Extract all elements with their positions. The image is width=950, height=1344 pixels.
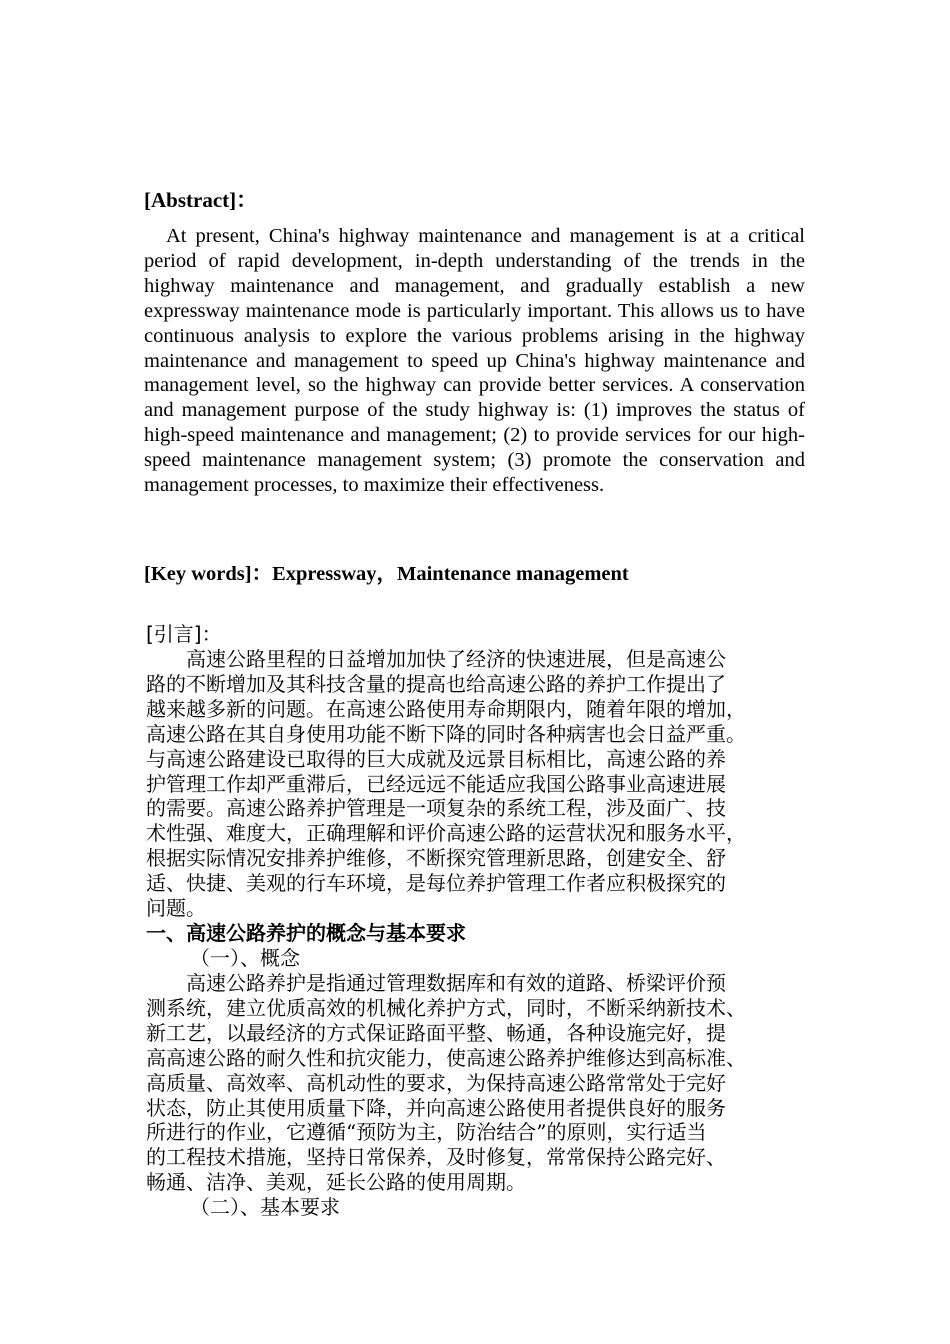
section-1-line: 高高速公路的耐久性和抗灾能力，使高速公路养护维修达到高标准、 — [146, 1045, 746, 1070]
introduction-line: 问题。 — [146, 896, 206, 921]
introduction-line: 根据实际情况安排养护维修，不断探究管理新思路，创建安全、舒 — [146, 846, 726, 871]
section-1-subheading-concept: （一）、概念 — [190, 946, 300, 970]
introduction-heading: [引言]： — [146, 622, 222, 646]
introduction-body — [146, 647, 746, 921]
section-1-line: 新工艺，以最经济的方式保证路面平整、畅通，各种设施完好，提 — [146, 1020, 726, 1045]
section-1-line: 状态，防止其使用质量下降，并向高速公路使用者提供良好的服务 — [146, 1095, 726, 1120]
introduction-line: 适、快捷、美观的行车环境，是每位养护管理工作者应积极探究的 — [146, 871, 726, 896]
introduction-line: 术性强、难度大，正确理解和评价高速公路的运营状况和服务水平， — [146, 821, 746, 846]
section-1-heading: 一、高速公路养护的概念与基本要求 — [146, 921, 466, 945]
section-1-line: 测系统，建立优质高效的机械化养护方式，同时，不断采纳新技术、 — [146, 995, 746, 1020]
abstract-body: At present, China's highway maintenance and management is at a critical period of rapid development, in-depth understanding of the trends in the highway maintenance and management, and gradually establish a new expressway maintenance mode is particularly important. This allows us to have continuous analysis to explore the various problems arising in the highway maintenance and management to speed up China's highway maintenance and management level, so the highway can provide better services. A conservation and management purpose of the study highway is: (1) improves the status of high-speed maintenance and management; (2) to provide services for our high-speed maintenance management system; (3) promote the conservation and management processes, to maximize their effectiveness. — [144, 225, 805, 497]
section-1-line: 高质量、高效率、高机动性的要求，为保持高速公路常常处于完好 — [146, 1070, 726, 1095]
section-1-line: 的工程技术措施，坚持日常保养，及时修复，常常保持公路完好、 — [146, 1145, 726, 1170]
abstract-heading: [Abstract]： — [144, 188, 258, 212]
keywords-line: [Key words]：Expressway，Maintenance management — [144, 563, 629, 585]
section-1-line: 所进行的作业，它遵循“预防为主，防治结合”的原则，实行适当 — [146, 1120, 707, 1145]
section-1-body — [146, 971, 746, 1195]
section-1-subheading-requirements: （二）、基本要求 — [190, 1195, 340, 1219]
introduction-line: 路的不断增加及其科技含量的提高也给高速公路的养护工作提出了 — [146, 671, 726, 696]
introduction-line: 越来越多新的问题。在高速公路使用寿命期限内，随着年限的增加， — [146, 696, 746, 721]
introduction-line: 高速公路里程的日益增加加快了经济的快速进展，但是高速公 — [146, 647, 726, 671]
section-1-line: 畅通、洁净、美观，延长公路的使用周期。 — [146, 1170, 526, 1195]
introduction-line: 高速公路在其自身使用功能不断下降的同时各种病害也会日益严重。 — [146, 721, 746, 746]
introduction-line: 与高速公路建设已取得的巨大成就及远景目标相比，高速公路的养 — [146, 746, 726, 771]
introduction-line: 护管理工作却严重滞后，已经远远不能适应我国公路事业高速进展 — [146, 771, 726, 796]
introduction-line: 的需要。高速公路养护管理是一项复杂的系统工程，涉及面广、技 — [146, 796, 726, 821]
section-1-line: 高速公路养护是指通过管理数据库和有效的道路、桥梁评价预 — [146, 971, 726, 995]
